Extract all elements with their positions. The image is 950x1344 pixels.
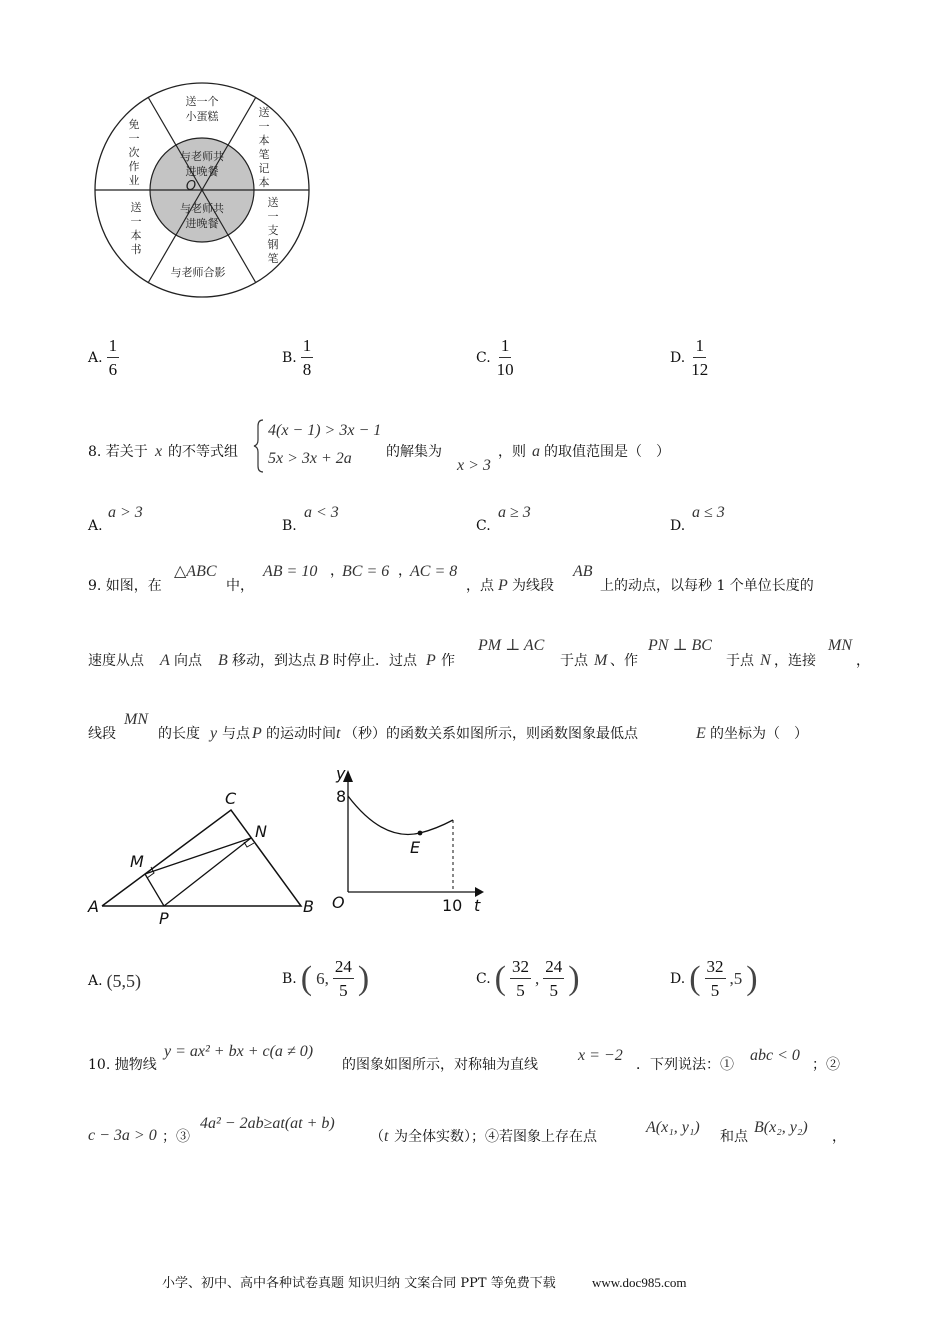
q8-eq1: 4(x − 1) > 3x − 1 <box>268 422 382 439</box>
q9-l1b: 中， <box>226 578 254 594</box>
fraction: $\frac{32}{5}$ <box>706 957 724 1000</box>
wheel-seg-tr-1: 一 <box>258 120 270 133</box>
q8-var-x: x <box>155 443 163 460</box>
label-M: M <box>130 852 144 871</box>
question-9 <box>88 560 878 750</box>
wheel-seg-bl-3: 书 <box>130 243 142 256</box>
q9-mn: MN <box>828 637 852 654</box>
q8-text3: 的解集为 <box>386 444 442 460</box>
q9-l2j: ， <box>856 653 870 669</box>
q9-P3: P <box>252 725 262 742</box>
option-letter: C. <box>476 518 491 534</box>
q9-l2f: 于点 <box>560 653 588 669</box>
q10-t: t <box>384 1128 389 1145</box>
q10-s1: abc < 0 <box>750 1047 800 1064</box>
graph-y-label: y <box>336 764 346 783</box>
q9-bc: BC = 6 <box>342 563 390 580</box>
wheel-seg-tr-2: 本 <box>258 134 270 147</box>
q7-option-c[interactable] <box>476 337 516 378</box>
q8-text4: ，则 <box>498 444 526 460</box>
wheel-seg-br-2: 支 <box>267 224 279 237</box>
page-footer <box>162 1272 686 1291</box>
q9-l3a: 线段 <box>88 726 116 742</box>
option-letter: D. <box>670 518 686 534</box>
label-A: A <box>88 897 99 916</box>
question-10 <box>88 1040 878 1150</box>
q9-N: N <box>760 652 771 669</box>
wheel-seg-bottom: 与老师合影 <box>170 266 226 279</box>
q9-option-b[interactable]: B. ( 6, $\frac{24}{5}$ ) <box>282 957 370 1000</box>
option-letter: C. <box>476 970 491 987</box>
q10-l2e: ， <box>832 1129 846 1145</box>
q9-l2i: ，连接 <box>774 653 816 669</box>
q9-P: P <box>498 577 508 594</box>
q7-option-a[interactable] <box>88 337 119 378</box>
option-letter: A. <box>88 973 103 989</box>
q8-text5: 的取值范围是（ ） <box>544 444 670 460</box>
q9-l1c: ，点 <box>466 578 494 594</box>
fraction: $\frac{1}{8}$ <box>302 336 312 379</box>
function-graph-figure <box>328 762 493 922</box>
option-letter: C. <box>476 349 491 366</box>
q9-P2: P <box>426 652 436 669</box>
q9-l1d: 为线段 <box>512 578 554 594</box>
q9-l3e: （秒）的函数关系如图所示，则函数图象最低点 <box>344 726 638 742</box>
wheel-seg-tr-4: 记 <box>258 162 270 175</box>
q8-var-a: a <box>532 443 540 460</box>
fraction: $\frac{1}{12}$ <box>691 336 709 379</box>
question-8 <box>88 418 868 478</box>
label-P: P <box>159 909 169 925</box>
wheel-seg-top-2: 小蛋糕 <box>185 110 219 123</box>
q9-l1e: 上的动点，以每秒 1 个单位长度的 <box>600 578 814 594</box>
option-a-part: 6, <box>316 969 329 988</box>
q10-l1d: ；② <box>812 1057 840 1073</box>
wheel-inner-bottom-2: 进晚餐 <box>185 217 219 230</box>
wheel-seg-br-1: 一 <box>267 210 279 223</box>
wheel-seg-br-0: 送 <box>267 196 279 209</box>
q9-option-c[interactable]: C. ( $\frac{32}{5}$ , $\frac{24}{5}$ ) <box>476 957 580 1000</box>
q7-option-d[interactable] <box>670 337 710 378</box>
wheel-seg-top-1: 送一个 <box>185 95 219 108</box>
option-expr: a ≤ 3 <box>692 504 725 521</box>
q10-l1c: ．下列说法：① <box>636 1057 734 1073</box>
q9-E: E <box>696 725 706 742</box>
spinner-wheel-figure <box>90 80 320 302</box>
fraction: $\frac{24}{5}$ <box>334 957 352 1000</box>
q9-l2b: 向点 <box>174 653 202 669</box>
q9-t: t <box>336 725 341 742</box>
wheel-seg-bl-2: 本 <box>130 229 142 242</box>
q9-l2g: 、作 <box>610 653 638 669</box>
option-expr: a > 3 <box>108 504 143 521</box>
q9-ac: AC = 8 <box>410 563 458 580</box>
q9-pn: PN ⊥ BC <box>648 637 712 654</box>
q9-l3d: 的运动时间 <box>266 726 336 742</box>
option-letter: B. <box>282 518 297 534</box>
q8-option-a[interactable] <box>88 505 208 535</box>
option-letter: B. <box>282 349 297 366</box>
q9-l3b: 的长度 <box>158 726 200 742</box>
q9-B: B <box>218 652 228 669</box>
wheel-inner-top-1: 与老师共 <box>180 150 224 163</box>
q9-l2c: 移动，到达点 <box>232 653 316 669</box>
q10-eq: y = ax² + bx + c(a ≠ 0) <box>164 1043 314 1060</box>
q10-l1a: 10. 抛物线 <box>88 1057 157 1073</box>
q10-pointA: A(x₁, y₁) <box>646 1119 700 1136</box>
wheel-seg-tl-4: 业 <box>128 174 140 187</box>
wheel-seg-bl-1: 一 <box>130 215 142 228</box>
graph-x10-label: 10 <box>442 896 463 915</box>
q9-l3c: 与点 <box>222 726 250 742</box>
q10-l2d: 和点 <box>720 1129 748 1145</box>
q8-option-d[interactable] <box>670 505 790 535</box>
q9-l1a: 9. 如图，在 <box>88 578 162 594</box>
triangle-figure <box>85 785 325 925</box>
q9-l3f: 的坐标为（ ） <box>710 726 808 742</box>
option-letter: D. <box>670 970 686 987</box>
wheel-seg-br-4: 笔 <box>267 252 279 265</box>
q9-ab: AB = 10 <box>263 563 318 580</box>
q8-option-b[interactable] <box>282 505 402 535</box>
option-letter: A. <box>88 349 103 366</box>
q8-text2: 的不等式组 <box>168 444 238 460</box>
q8-option-c[interactable] <box>476 505 596 535</box>
graph-t-label: t <box>474 896 481 915</box>
option-letter: B. <box>282 970 297 987</box>
q9-B2: B <box>319 652 329 669</box>
q9-pm: PM ⊥ AC <box>478 637 545 654</box>
wheel-inner-top-2: 进晚餐 <box>185 165 219 178</box>
q8-eq2: 5x > 3x + 2a <box>268 450 352 467</box>
wheel-seg-br-3: 钢 <box>267 238 279 251</box>
fraction: $\frac{1}{10}$ <box>496 336 514 379</box>
wheel-seg-tr-3: 笔 <box>258 148 270 161</box>
label-C: C <box>225 789 237 808</box>
q7-option-b[interactable] <box>282 337 313 378</box>
q9-l2a: 速度从点 <box>88 653 144 669</box>
q10-l2b: （ <box>370 1129 384 1145</box>
fraction: $\frac{32}{5}$ <box>512 957 529 1000</box>
q9-M: M <box>594 652 608 669</box>
q9-A: A <box>160 652 170 669</box>
q8-prefix: 8. 若关于 <box>88 444 148 460</box>
q9-comma1: ， <box>330 563 344 579</box>
wheel-seg-tl-1: 一 <box>128 132 140 145</box>
option-expr: (5,5) <box>106 971 142 991</box>
wheel-center-label: O <box>185 179 197 194</box>
wheel-seg-tr-5: 本 <box>258 176 270 189</box>
q9-mn2: MN <box>124 711 148 728</box>
q10-l2a: ；③ <box>162 1129 190 1145</box>
label-N: N <box>255 822 267 841</box>
wheel-seg-bl-0: 送 <box>130 201 142 214</box>
q10-axis: x = −2 <box>578 1047 623 1064</box>
wheel-seg-tl-3: 作 <box>128 160 140 173</box>
q9-l2e: 作 <box>441 653 455 669</box>
fraction: $\frac{24}{5}$ <box>545 957 563 1000</box>
q9-l2d: 时停止．过点 <box>333 653 417 669</box>
option-b-part: ,5 <box>729 969 743 988</box>
q10-s3: 4a² − 2ab≥at(at + b) <box>200 1115 335 1132</box>
graph-E-label: E <box>410 838 421 857</box>
q9-seg-ab: AB <box>573 563 593 580</box>
q10-l1b: 的图象如图所示，对称轴为直线 <box>342 1057 538 1073</box>
wheel-seg-tl-0: 免 <box>128 118 140 131</box>
wheel-seg-tr-0: 送 <box>258 106 270 119</box>
q9-y: y <box>210 725 218 742</box>
q10-pointB: B(x₂, y₂) <box>754 1119 808 1136</box>
wheel-seg-tl-2: 次 <box>128 146 140 159</box>
q9-option-d[interactable]: D. ( $\frac{32}{5}$ ,5 ) <box>670 957 758 1000</box>
q10-l2c: 为全体实数）；④若图象上存在点 <box>394 1129 597 1145</box>
q9-triangle: △ABC <box>174 563 217 580</box>
option-expr: a < 3 <box>304 504 339 521</box>
footer-text: 小学、初中、高中各种试卷真题 知识归纳 文案合同 PPT 等免费下载 <box>162 1276 556 1291</box>
label-B: B <box>303 897 314 916</box>
graph-y8-label: 8 <box>336 787 347 806</box>
fraction: $\frac{1}{6}$ <box>108 336 118 379</box>
q9-l2h: 于点 <box>726 653 754 669</box>
q9-option-a[interactable] <box>88 972 141 990</box>
graph-origin-label: O <box>332 893 345 912</box>
q8-solution: x > 3 <box>457 457 491 474</box>
option-letter: A. <box>88 518 103 534</box>
q10-s2: c − 3a > 0 <box>88 1127 157 1144</box>
wheel-inner-bottom-1: 与老师共 <box>180 202 224 215</box>
option-expr: a ≥ 3 <box>498 504 531 521</box>
option-letter: D. <box>670 349 686 366</box>
q9-comma2: ， <box>398 563 412 579</box>
footer-url[interactable]: www.doc985.com <box>591 1275 687 1290</box>
brace-icon <box>253 418 265 474</box>
